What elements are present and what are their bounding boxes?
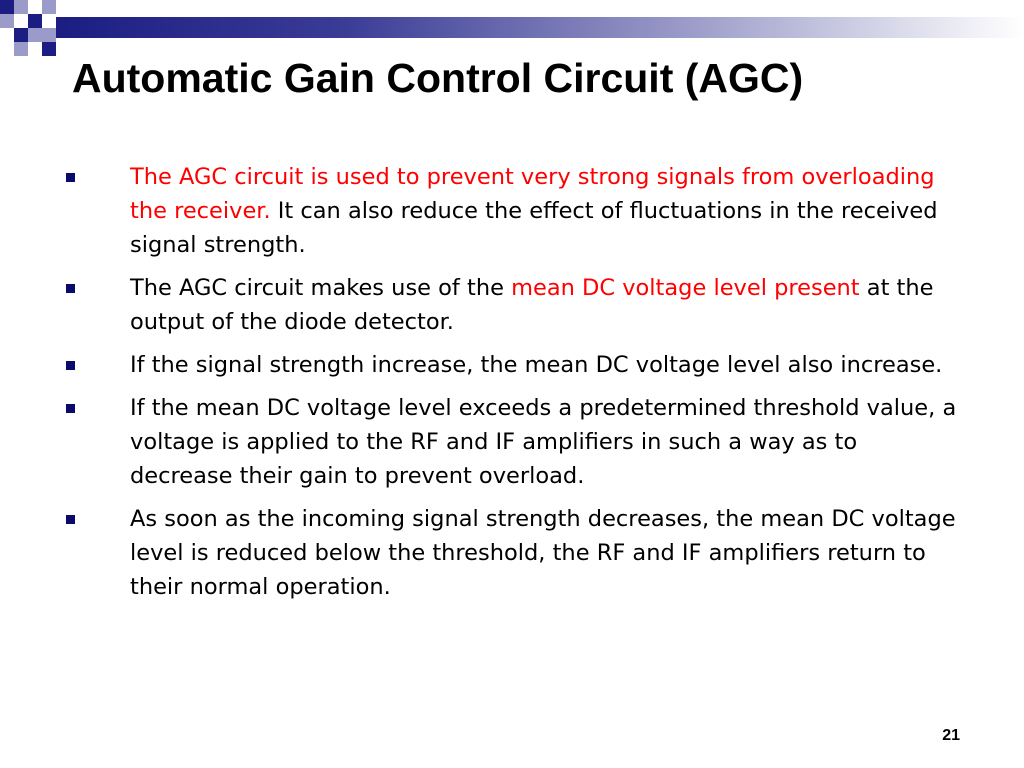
- bullet-highlight-text: The AGC circuit is used to prevent very strong signals from overloading the receiver.: [130, 164, 935, 224]
- square-bullet-icon: [66, 284, 75, 293]
- square-bullet-icon: [66, 361, 75, 370]
- bullet-item: [66, 160, 966, 262]
- deco-square: [42, 28, 56, 42]
- square-bullet-icon: [66, 404, 75, 413]
- deco-square: [0, 28, 14, 42]
- bullet-text-after: at the output of the diode detector.: [130, 275, 934, 335]
- deco-square: [14, 42, 28, 56]
- deco-square: [28, 14, 42, 28]
- deco-square: [42, 42, 56, 56]
- bullet-text: If the signal strength increase, the mean DC voltage level also increase.: [130, 352, 943, 378]
- bullet-item: [66, 271, 966, 339]
- deco-square: [14, 28, 28, 42]
- top-gradient-bar: [56, 17, 1024, 38]
- slide-title: Automatic Gain Control Circuit (AGC): [72, 55, 804, 101]
- deco-square: [28, 28, 42, 42]
- square-bullet-icon: [66, 173, 75, 182]
- deco-square: [0, 0, 14, 14]
- bullet-text: The AGC circuit makes use of the: [130, 275, 512, 301]
- deco-square: [28, 0, 42, 14]
- page-number: 21: [942, 727, 960, 744]
- square-bullet-icon: [66, 515, 75, 524]
- bullet-text: It can also reduce the effect of fluctuations in the received signal strength.: [130, 198, 938, 258]
- bullet-item: [66, 391, 966, 493]
- bullet-item: [66, 348, 966, 382]
- deco-square: [0, 14, 14, 28]
- deco-square: [42, 14, 56, 28]
- bullet-item: [66, 502, 966, 604]
- slide-body: [66, 160, 966, 613]
- deco-square: [14, 14, 28, 28]
- bullet-text: As soon as the incoming signal strength decreases, the mean DC voltage level is reduced below the threshold, the RF and IF amplifiers return to their normal operation.: [130, 506, 956, 600]
- bullet-highlight-text: mean DC voltage level present: [511, 275, 860, 301]
- deco-square: [42, 0, 56, 14]
- bullet-list: [66, 160, 966, 604]
- deco-square: [14, 0, 28, 14]
- bullet-text: If the mean DC voltage level exceeds a predetermined threshold value, a voltage is applied to the RF and IF amplifiers in such a way as to decrease their gain to prevent overload.: [130, 395, 957, 489]
